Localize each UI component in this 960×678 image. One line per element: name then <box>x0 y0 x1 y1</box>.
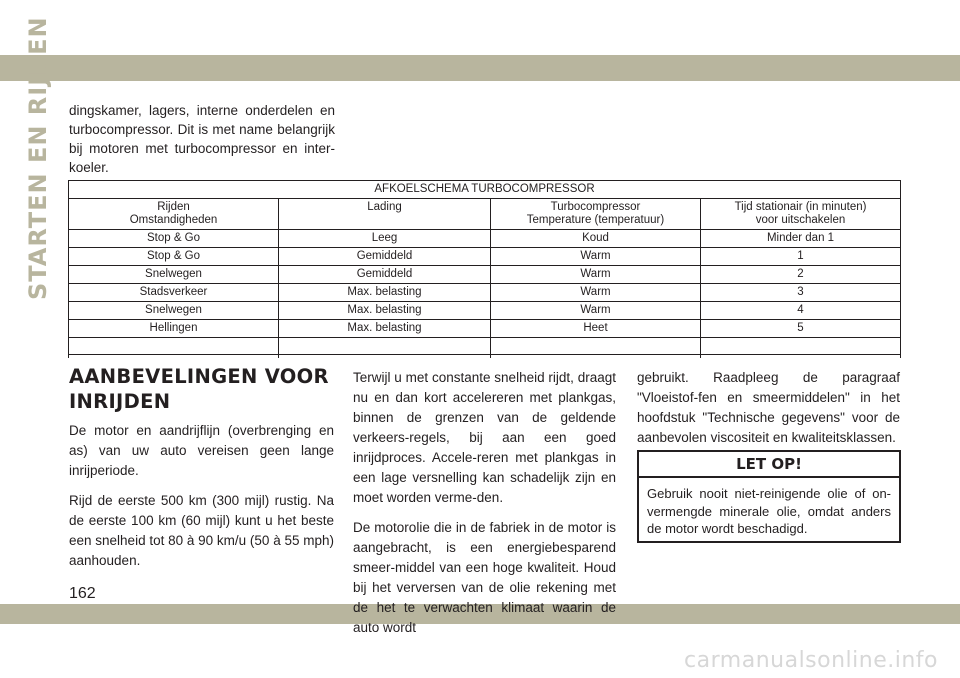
table-cell: Gemiddeld <box>279 266 491 284</box>
page-number: 162 <box>69 585 96 602</box>
table-cell: Hellingen <box>69 320 279 338</box>
table-cell: 3 <box>701 284 901 302</box>
column-1 <box>69 421 334 581</box>
watermark-logo: carmanualsonline.info <box>684 648 938 673</box>
table-cell: Gemiddeld <box>279 248 491 266</box>
section-heading: AANBEVELINGEN VOOR INRIJDEN <box>69 365 329 413</box>
warning-text: Gebruik nooit niet-reinigende olie of on-vermengde minerale olie, omdat anders de motor wordt beschadigd. <box>647 486 891 536</box>
warning-box <box>637 450 901 543</box>
table-cell: 2 <box>701 266 901 284</box>
header-line: Rijden <box>157 201 190 213</box>
header-line: Lading <box>367 201 402 213</box>
column-2 <box>353 368 616 648</box>
table-title: AFKOELSCHEMA TURBOCOMPRESSOR <box>69 181 901 199</box>
header-line: Omstandigheden <box>129 214 218 226</box>
table-cell: Warm <box>491 266 701 284</box>
header-load <box>279 199 491 230</box>
header-driving-conditions <box>69 199 279 230</box>
cooldown-table <box>68 180 901 358</box>
table-row <box>69 266 901 284</box>
table-header-row <box>69 199 901 230</box>
table-row <box>69 230 901 248</box>
paragraph: Terwijl u met constante snelheid rijdt, draagt nu en dan kort accelereren met plankgas, binnen de grenzen van de geldende verkeers-regels, bij aan een goed inrijdproces. Accele-reren met plankgas in een lage versnelling kan schadelijk zijn en moet worden verme-den. <box>353 370 616 505</box>
paragraph: De motor en aandrijflijn (overbrenging en as) van uw auto vereisen geen lange inrijperiode. <box>69 423 334 478</box>
table-cell: 4 <box>701 302 901 320</box>
paragraph: De motorolie die in de fabriek in de motor is aangebracht, is een energiebesparend smeer-middel van een hoge kwaliteit. Houd bij het verversen van de olie rekening met de het te verwachten klimaat waarin de auto wordt <box>353 520 616 635</box>
table-bottom-border <box>68 354 901 355</box>
table-cell: Warm <box>491 302 701 320</box>
table-title-row <box>69 181 901 199</box>
table-cell: Max. belasting <box>279 302 491 320</box>
header-line: Turbocompressor <box>550 201 641 213</box>
header-line: Temperature (temperatuur) <box>526 214 665 226</box>
table-cell: Stop & Go <box>69 230 279 248</box>
table-row <box>69 248 901 266</box>
table-row <box>69 302 901 320</box>
table-cell: Minder dan 1 <box>701 230 901 248</box>
table-cell: Snelwegen <box>69 266 279 284</box>
header-line: Tijd stationair (in minuten) <box>734 201 867 213</box>
table-cell: Max. belasting <box>279 320 491 338</box>
table-cell: Max. belasting <box>279 284 491 302</box>
table-cell: Leeg <box>279 230 491 248</box>
table-cell: Stop & Go <box>69 248 279 266</box>
table-cell: 1 <box>701 248 901 266</box>
table-row <box>69 320 901 338</box>
header-turbo-temperature <box>491 199 701 230</box>
table-cell: Snelwegen <box>69 302 279 320</box>
table-row <box>69 284 901 302</box>
table-cell: Warm <box>491 248 701 266</box>
table-cell: 5 <box>701 320 901 338</box>
header-line: voor uitschakelen <box>755 214 846 226</box>
top-decorative-band <box>0 55 960 81</box>
intro-paragraph: dingskamer, lagers, interne onderdelen en turbocompressor. Dit is met name belangrijk bij motoren met turbocompressor en inter-koeler. <box>69 103 335 175</box>
table-cell: Warm <box>491 284 701 302</box>
chapter-side-title: STARTEN EN RIJDEN <box>24 16 52 300</box>
table-cell: Heet <box>491 320 701 338</box>
paragraph: Rijd de eerste 500 km (300 mijl) rustig. Na de eerste 100 km (60 mijl) kunt u het beste een snelheid tot 80 à 90 km/u (50 à 55 mph) aanhouden. <box>69 493 334 568</box>
column-3 <box>637 368 900 458</box>
warning-title: LET OP! <box>639 452 899 478</box>
header-idle-time <box>701 199 901 230</box>
table-cell: Stadsverkeer <box>69 284 279 302</box>
paragraph: gebruikt. Raadpleeg de paragraaf "Vloeistof-fen en smeermiddelen" in het hoofdstuk "Technische gegevens" voor de aanbevolen viscositeit en kwaliteitsklassen. <box>637 370 900 445</box>
table-cell: Koud <box>491 230 701 248</box>
